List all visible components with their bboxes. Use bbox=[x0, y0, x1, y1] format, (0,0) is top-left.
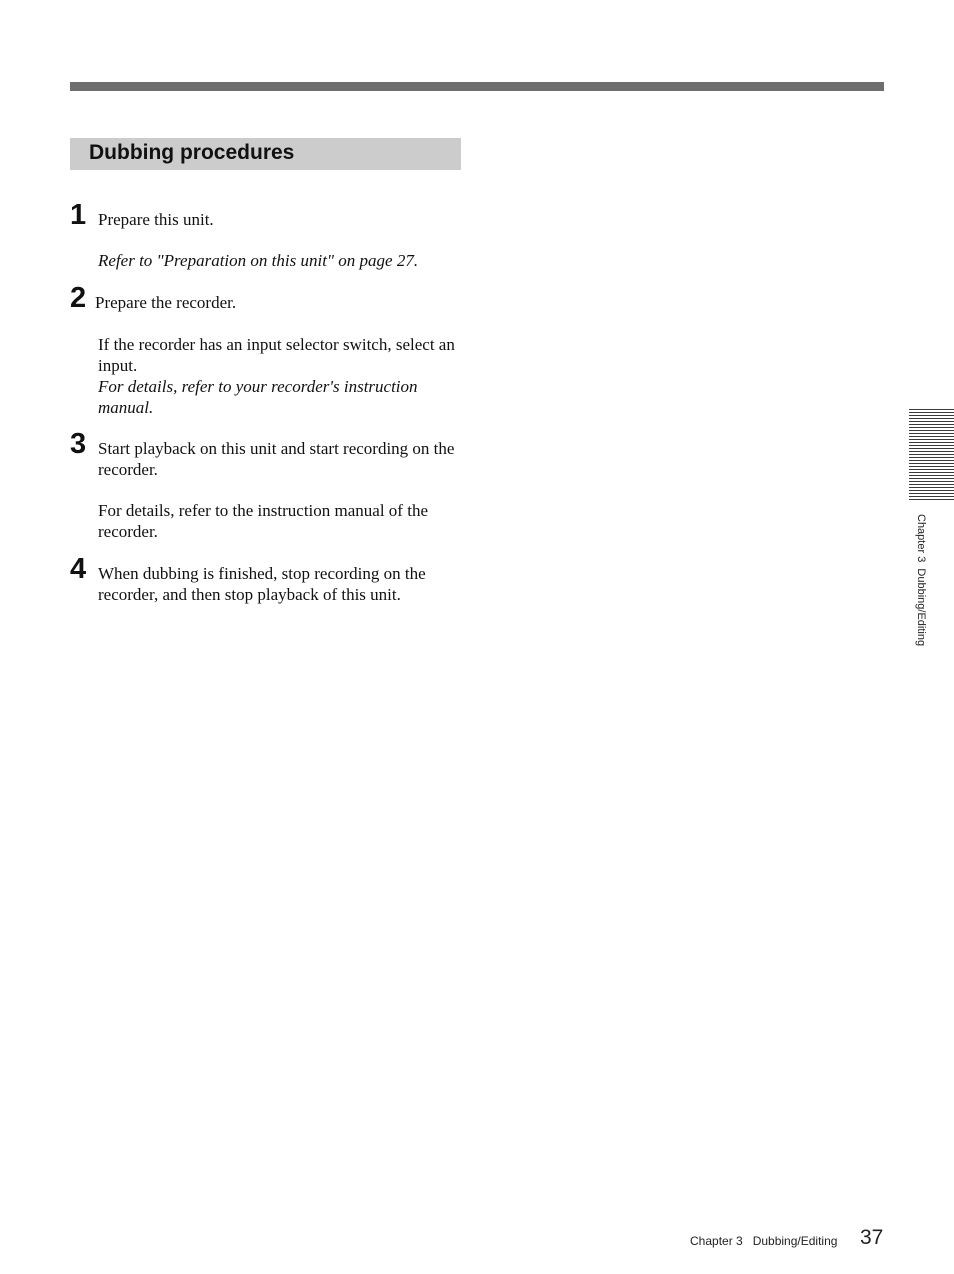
step-number-2: 2 bbox=[70, 282, 87, 314]
step-3-instruction: Start playback on this unit and start recording on the recorder. bbox=[98, 439, 455, 479]
step-4-instruction: When dubbing is finished, stop recording on the recorder, and then stop playback of this unit. bbox=[98, 564, 426, 604]
step-3-detail: For details, refer to the instruction manual of the recorder. bbox=[98, 501, 428, 541]
step-1-instruction: Prepare this unit. bbox=[98, 210, 214, 229]
step-number-4: 4 bbox=[70, 553, 87, 585]
footer-chapter-label: Chapter 3 Dubbing/Editing bbox=[690, 1234, 838, 1248]
side-chapter-label: Chapter 3 Dubbing/Editing bbox=[915, 514, 927, 647]
page-number: 37 bbox=[860, 1226, 884, 1249]
top-rule bbox=[70, 82, 884, 91]
section-heading: Dubbing procedures bbox=[70, 138, 461, 170]
step-2-body bbox=[98, 334, 460, 418]
step-2-instruction: Prepare the recorder. bbox=[95, 293, 237, 312]
step-2-reference: For details, refer to your recorder's instruction manual. bbox=[98, 377, 418, 417]
step-1-reference: Refer to "Preparation on this unit" on page 27. bbox=[98, 251, 419, 270]
chapter-tab-marker bbox=[909, 409, 954, 501]
step-number-3: 3 bbox=[70, 428, 87, 460]
step-number-1: 1 bbox=[70, 199, 87, 231]
step-2-detail: If the recorder has an input selector switch, select an input. bbox=[98, 335, 455, 375]
